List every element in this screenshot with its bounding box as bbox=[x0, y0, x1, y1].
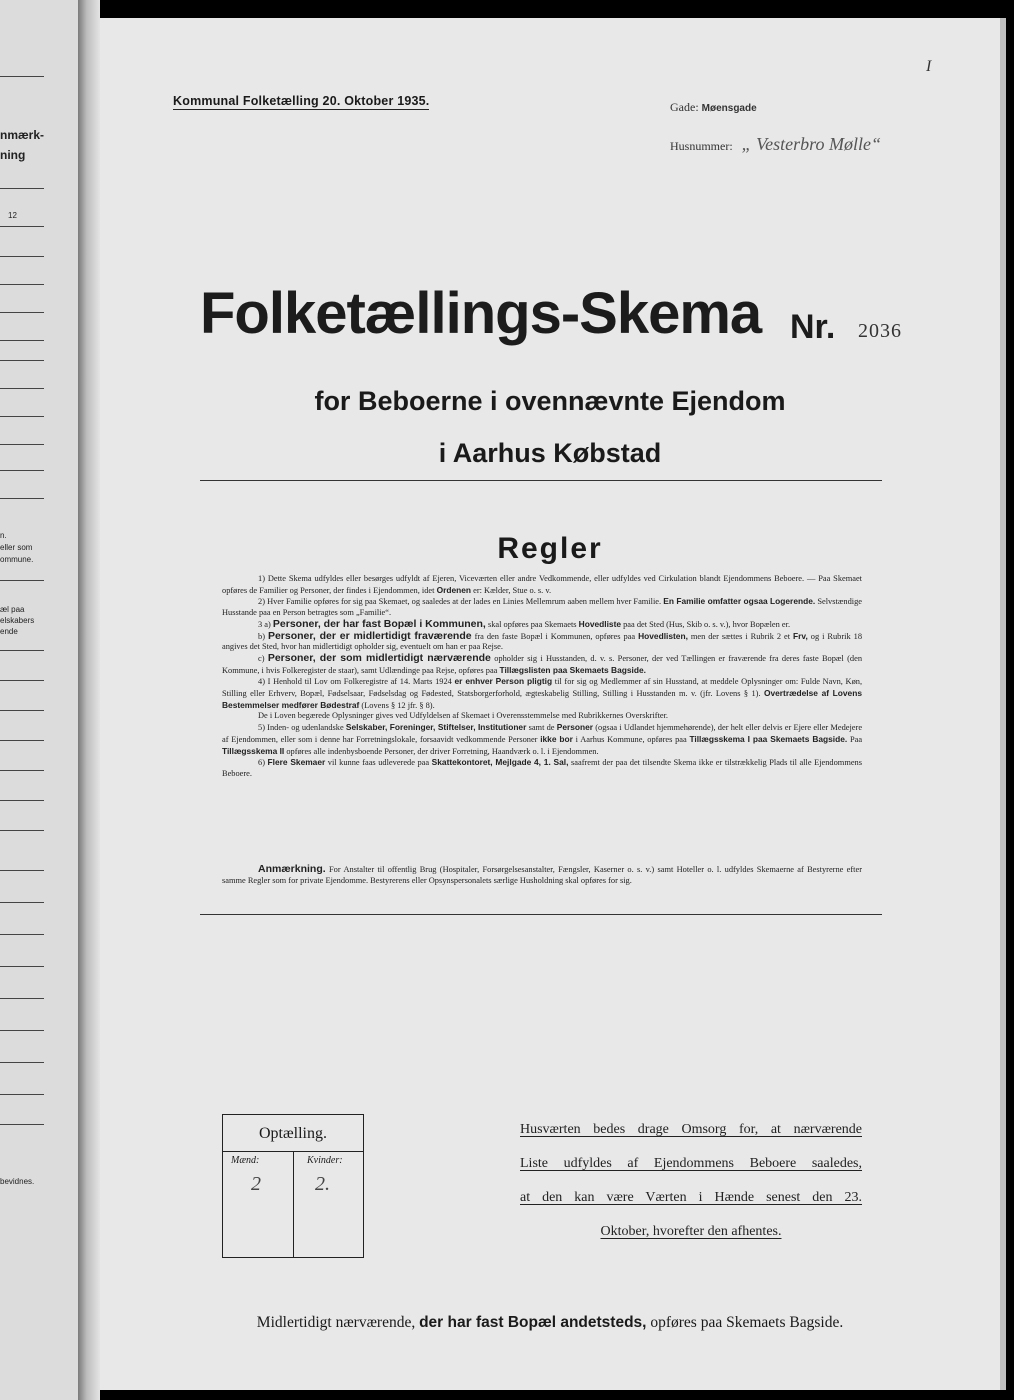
margin-note: ende bbox=[0, 627, 18, 636]
ruled-line bbox=[0, 966, 44, 967]
house-number-label: Husnummer: bbox=[670, 139, 733, 153]
ruled-line bbox=[0, 312, 44, 313]
house-number-field bbox=[670, 134, 881, 155]
ruled-line bbox=[0, 1030, 44, 1031]
ruled-line bbox=[0, 188, 44, 189]
rules-heading: Regler bbox=[497, 532, 603, 565]
column-heading: ning bbox=[0, 148, 26, 162]
margin-note: ommune. bbox=[0, 555, 34, 564]
ruled-line bbox=[0, 360, 44, 361]
ruled-line bbox=[0, 416, 44, 417]
ruled-line bbox=[0, 680, 44, 681]
previous-page-edge bbox=[0, 0, 78, 1400]
divider bbox=[200, 914, 882, 915]
ruled-line bbox=[0, 76, 44, 77]
margin-note: æl paa bbox=[0, 605, 25, 614]
rule-3a: 3 a) Personer, der har fast Bopæl i Kommunen, skal opføres paa Skemaets Hovedliste paa det Sted (Hus, Skib o. s. v.), hvor Bopælen er. bbox=[258, 617, 791, 630]
rule-6: 6) Flere Skemaer vil kunne faas udleverede paa Skattekontoret, Mejlgade 4, 1. Sal, saafremt der paa det tilsendte Skema ikke er tilstrækkelig Plads til alle Ejendommens Beboere. bbox=[222, 757, 862, 778]
rule-4-continued: De i Loven begærede Oplysninger gives ved Udfyldelsen af Skemaet i Overensstemmelse med Rubrikkernes Overskrifter. bbox=[258, 711, 669, 721]
ruled-line bbox=[0, 498, 44, 499]
street-field bbox=[670, 100, 757, 115]
margin-note: eller som bbox=[0, 543, 33, 552]
count-box bbox=[222, 1114, 364, 1258]
notice-line: Oktober, hvorefter den afhentes. bbox=[600, 1224, 782, 1239]
rule-5: 5) Inden- og udenlandske Selskaber, Foreninger, Stiftelser, Institutioner samt de Personer (ogsaa i Udlandet hjemmehørende), der helt eller delvis er Ejere eller Medejere af Ejendommen, eller som i denne har Forretningslokale, forsaavidt vedkommende Personer ikke bor i Aarhus Kommune, opføres paa Tillægsskema I paa Skemaets Bagside. Paa Tillægsskema II opføres alle indenbysboende Personer, der driver Forretning, Haandværk o. l. i Ejendommen. bbox=[222, 722, 863, 756]
rule-3c: c) Personer, der som midlertidigt nærværende opholder sig i Husstanden, d. v. s. Personer, der ved Tællingen er fraværende fra deres faste Bopæl (den Kommune, i hvis Folkeregister de staar), samt Udlændinge paa Rejse, opføres paa Tillægslisten paa Skemaets Bagside. bbox=[222, 651, 863, 675]
column-heading: nmærk- bbox=[0, 128, 45, 142]
women-count: 2. bbox=[315, 1173, 330, 1195]
ruled-line bbox=[0, 226, 44, 227]
page-edge bbox=[1000, 18, 1006, 1390]
column-number: 12 bbox=[8, 211, 17, 220]
notice-line: Husværten bedes drage Omsorg for, at nærværende bbox=[520, 1122, 862, 1137]
ruled-line bbox=[0, 1062, 44, 1063]
census-header: Kommunal Folketælling 20. Oktober 1935. bbox=[173, 94, 430, 108]
rule-4: 4) I Henhold til Lov om Folkeregistre af 14. Marts 1924 er enhver Person pligtig til for sig og Medlemmer af sin Husstand, at meddele Oplysninger om: Fulde Navn, Køn, Stilling eller Erhverv, Bopæl, Fødselsaar, Fødselsdag og Fødested, Statsborgerforhold, ægteskabelig Stilling, Stilling i Husstanden m. v. (jfr. Lovens § 1). Overtrædelse af Lovens Bestemmelser medfører Bødestraf (Lovens § 12 jfr. § 8). bbox=[222, 676, 863, 710]
margin-note: n. bbox=[0, 531, 7, 540]
ruled-line bbox=[0, 580, 44, 581]
street-label: Gade: bbox=[670, 100, 699, 114]
footer-note: Midlertidigt nærværende, der har fast Bopæl andetsteds, opføres paa Skemaets Bagside. bbox=[256, 1314, 844, 1331]
form-title: Folketællings-Skema bbox=[200, 281, 762, 346]
ruled-line bbox=[0, 830, 44, 831]
remark-body: For Anstalter til offentlig Brug (Hospitaler, Forsørgelsesanstalter, Fængsler, Kaserner o. s. v.) samt Hoteller o. l. udfyldes Skemaerne af Bestyrerne efter samme Regler som for private Ejendomme. Bestyrerens eller Opsynspersonalets særlige Husholdning skal opføres for sig. bbox=[222, 865, 863, 885]
form-subtitle: for Beboerne i ovennævnte Ejendom bbox=[314, 386, 786, 416]
rules-text bbox=[222, 574, 862, 780]
ruled-line bbox=[0, 256, 44, 257]
ruled-line bbox=[0, 1124, 44, 1125]
notice-line: Liste udfyldes af Ejendommens Beboere saaledes, bbox=[520, 1156, 862, 1171]
ruled-line bbox=[0, 650, 44, 651]
ruled-line bbox=[0, 934, 44, 935]
ruled-line bbox=[0, 710, 44, 711]
corner-mark: I bbox=[926, 58, 932, 75]
notice-line: at den kan være Værten i Hænde senest den 23. bbox=[520, 1190, 862, 1205]
street-value: Møensgade bbox=[701, 103, 757, 114]
ruled-line bbox=[0, 870, 44, 871]
remark-text bbox=[222, 864, 862, 886]
ruled-line bbox=[0, 998, 44, 999]
remark-label: Anmærkning. bbox=[258, 863, 326, 875]
men-label: Mænd: bbox=[231, 1155, 260, 1166]
ruled-line bbox=[0, 770, 44, 771]
ruled-line bbox=[0, 1094, 44, 1095]
men-count: 2 bbox=[251, 1173, 261, 1195]
form-number-label: Nr. bbox=[790, 308, 836, 346]
ruled-line bbox=[0, 340, 44, 341]
margin-note: elskabers bbox=[0, 616, 35, 625]
margin-note: bevidnes. bbox=[0, 1177, 35, 1186]
rule-1: 1) Dette Skema udfyldes eller besørges udfyldt af Ejeren, Viceværten eller andre Vedkommende, eller udfyldes ved Cirkulation blandt Ejendommens Beboere. — Paa Skemaet opføres de Familier og Personer, der findes i Ejendommen, idet Ordenen er: Kælder, Stue o. s. v. bbox=[222, 574, 862, 595]
landlord-notice bbox=[520, 1118, 862, 1254]
ruled-line bbox=[0, 470, 44, 471]
house-number-value: „ Vesterbro Mølle“ bbox=[741, 134, 882, 154]
ruled-line bbox=[0, 800, 44, 801]
form-subtitle-location: i Aarhus Købstad bbox=[438, 438, 662, 468]
ruled-line bbox=[0, 444, 44, 445]
ruled-line bbox=[0, 388, 44, 389]
rule-2: 2) Hver Familie opføres for sig paa Skemaet, og saaledes at der lades en Linies Mellemrum aaben mellem hver Familie. En Familie omfatter ogsaa Logerende. Selvstændige Husstande paa en Person betragtes som „Familie“. bbox=[222, 596, 863, 618]
census-form-page bbox=[100, 18, 1000, 1390]
book-spine bbox=[78, 0, 100, 1400]
ruled-line bbox=[0, 902, 44, 903]
divider bbox=[200, 480, 882, 481]
rule-3b: b) Personer, der er midlertidigt fraværende fra den faste Bopæl i Kommunen, opføres paa Hovedlisten, men der sættes i Rubrik 2 et Frv, og i Rubrik 18 angives det Sted, hvor han midlertidigt opholder sig, eventuelt om han er paa Rejse. bbox=[222, 629, 863, 652]
women-label: Kvinder: bbox=[307, 1155, 343, 1166]
ruled-line bbox=[0, 740, 44, 741]
ruled-line bbox=[0, 284, 44, 285]
count-title: Optælling. bbox=[258, 1125, 327, 1142]
form-number-value: 2036 bbox=[858, 320, 902, 342]
